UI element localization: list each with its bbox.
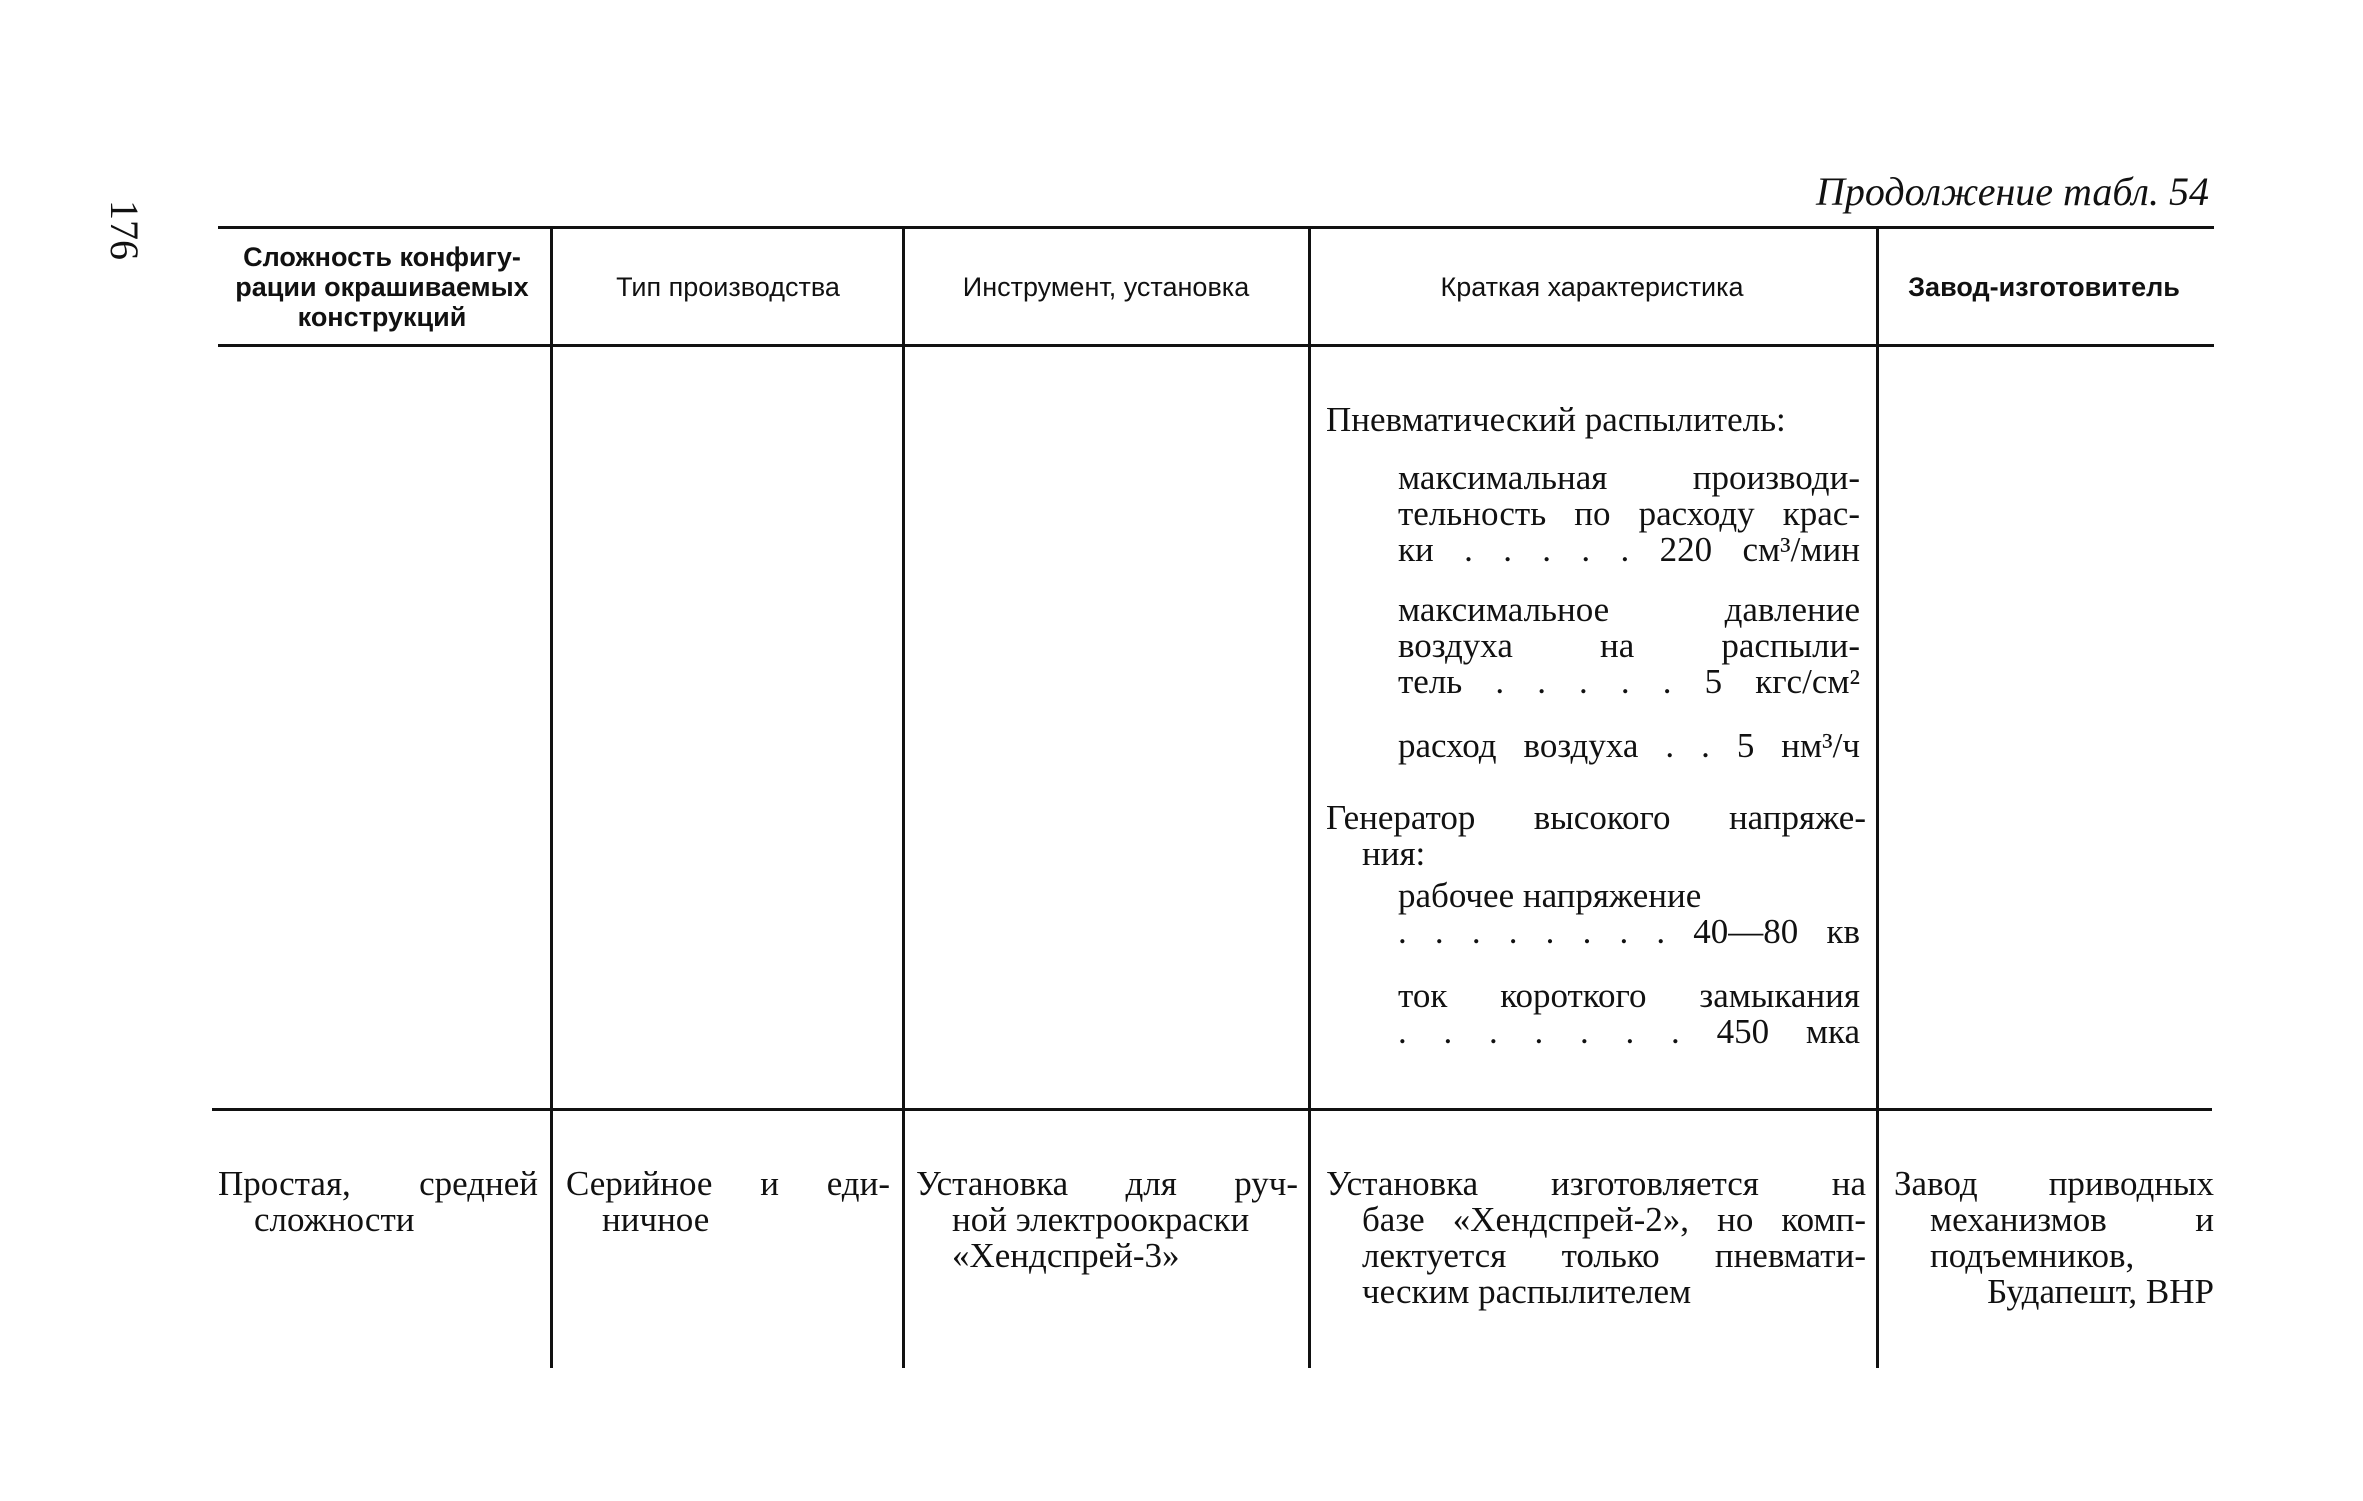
column-divider-3 — [1308, 228, 1311, 1368]
column-divider-4 — [1876, 228, 1879, 1368]
column-header-complexity-line: Сложность конфигу- — [243, 242, 521, 272]
hv-generator-heading-line: Генератор высокого напряже- — [1326, 798, 1866, 837]
complexity-line: сложности — [254, 1200, 415, 1239]
column-header-manufacturer: Завод-изготовитель — [1908, 272, 2180, 302]
short-circuit-current-spec — [1398, 978, 1860, 1050]
max-air-pressure-line: максимальное давление — [1398, 590, 1860, 629]
column-divider-2 — [902, 228, 905, 1368]
column-header-characteristics: Краткая характеристика — [1440, 272, 1744, 302]
table-top-rule — [218, 226, 2214, 229]
column-header-complexity-line: конструкций — [297, 302, 467, 332]
table-caption: Продолжение табл. 54 — [1815, 169, 2209, 214]
air-flow-value-line: расход воздуха . . 5 нм³/ч — [1398, 726, 1860, 765]
characteristics-cell — [1326, 402, 1866, 1082]
production-type-line: Серийное и еди- — [566, 1164, 890, 1203]
air-flow-spec — [1398, 728, 1860, 764]
complexity-line: Простая, средней — [218, 1164, 538, 1203]
tool-line: ной электроокраски — [952, 1200, 1250, 1239]
manufacturer-line: подъемников, — [1930, 1236, 2135, 1275]
description-line: базе «Хендспрей-2», но комп- — [1362, 1200, 1866, 1239]
production-type-cell — [566, 1166, 890, 1238]
working-voltage-spec — [1398, 878, 1860, 950]
working-voltage-label: рабочее напряжение — [1398, 876, 1702, 915]
max-capacity-line: максимальная производи- — [1398, 458, 1860, 497]
max-capacity-line: тельность по расходу крас- — [1398, 494, 1860, 533]
tool-line: Установка для руч- — [916, 1164, 1298, 1203]
column-header-complexity-line: рации окрашиваемых — [235, 272, 529, 302]
page-number: 176 — [102, 200, 147, 260]
production-type-line: ничное — [602, 1200, 710, 1239]
manufacturer-cell — [1894, 1166, 2214, 1310]
short-circuit-current-value-line: . . . . . . . 450 мка — [1398, 1012, 1860, 1051]
manufacturer-line: механизмов и — [1930, 1200, 2214, 1239]
max-capacity-spec — [1398, 460, 1860, 568]
hv-generator-heading-line: ния: — [1362, 834, 1426, 873]
tool-line: «Хендспрей-3» — [952, 1236, 1180, 1275]
working-voltage-value-line: . . . . . . . . 40—80 кв — [1398, 912, 1860, 951]
max-capacity-value-line: ки . . . . . 220 см³/мин — [1398, 530, 1860, 569]
column-divider-1 — [550, 228, 553, 1368]
tool-cell — [916, 1166, 1298, 1274]
max-air-pressure-spec — [1398, 592, 1860, 700]
pneumatic-sprayer-heading: Пневматический распылитель: — [1326, 400, 1786, 439]
description-line: ческим распылителем — [1362, 1272, 1692, 1311]
column-header-tool: Инструмент, установка — [962, 272, 1250, 302]
complexity-cell — [218, 1166, 538, 1238]
max-air-pressure-line: воздуха на распыли- — [1398, 626, 1860, 665]
description-line: лектуется только пневмати- — [1362, 1236, 1866, 1275]
manufacturer-line: Будапешт, ВНР — [1987, 1272, 2214, 1311]
manufacturer-line: Завод приводных — [1894, 1164, 2214, 1203]
short-circuit-current-label: ток короткого замыкания — [1398, 976, 1860, 1015]
header-bottom-rule — [218, 344, 2214, 347]
max-air-pressure-value-line: тель . . . . . 5 кгс/см² — [1398, 662, 1860, 701]
row-separator-rule — [212, 1108, 2212, 1111]
column-header-production-type: Тип производства — [616, 272, 840, 302]
description-line: Установка изготовляется на — [1326, 1164, 1866, 1203]
description-cell — [1326, 1166, 1866, 1310]
hv-generator-heading — [1326, 800, 1866, 872]
column-header-complexity — [212, 232, 552, 342]
